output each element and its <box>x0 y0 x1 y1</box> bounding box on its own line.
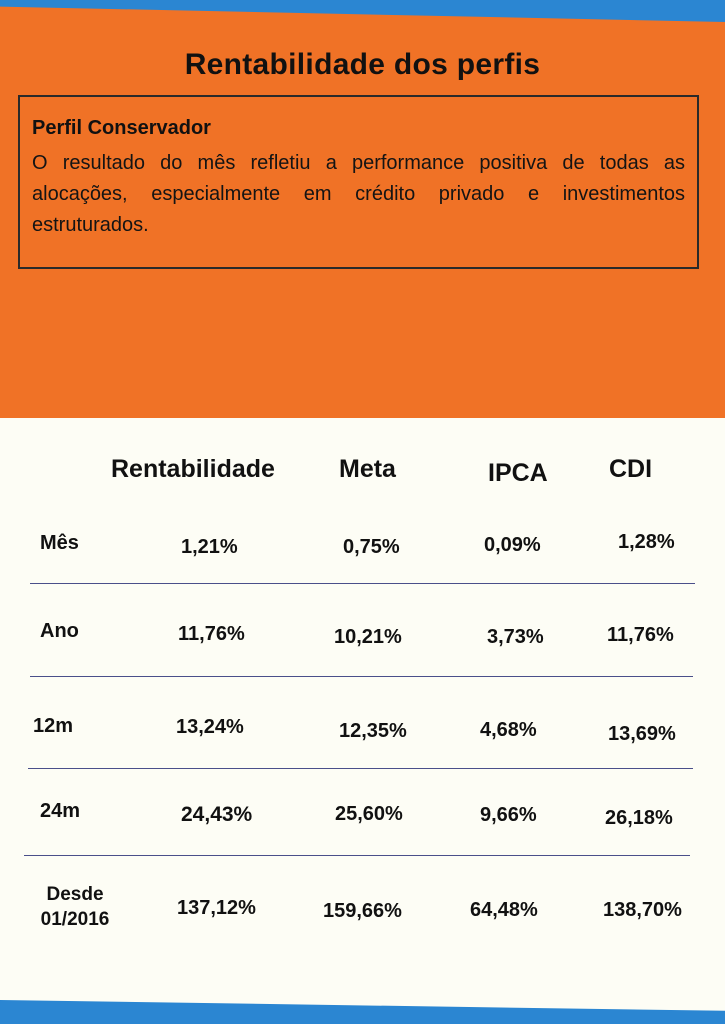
cell-12m-cdi: 13,69% <box>608 723 676 745</box>
cell-ano-ipca: 3,73% <box>487 626 544 648</box>
row-label-mes: Mês <box>40 532 79 554</box>
row-divider <box>28 768 693 769</box>
cell-24m-meta: 25,60% <box>335 803 403 825</box>
row-label-desde-line1: Desde <box>46 884 104 905</box>
bottom-accent-stripe <box>0 1000 725 1024</box>
header-rentabilidade: Rentabilidade <box>111 455 275 483</box>
header-ipca: IPCA <box>488 459 548 487</box>
cell-12m-ipca: 4,68% <box>480 719 537 741</box>
cell-desde-cdi: 138,70% <box>603 899 682 921</box>
header-meta: Meta <box>339 455 396 483</box>
header-cdi: CDI <box>609 455 653 483</box>
cell-ano-cdi: 11,76% <box>607 624 674 646</box>
cell-mes-rentabilidade: 1,21% <box>181 536 238 558</box>
row-label-desde <box>32 882 118 932</box>
row-divider <box>30 676 693 677</box>
cell-24m-ipca: 9,66% <box>480 804 537 826</box>
cell-mes-cdi: 1,28% <box>618 531 675 553</box>
cell-desde-ipca: 64,48% <box>470 899 538 921</box>
cell-ano-rentabilidade: 11,76% <box>178 623 245 645</box>
cell-mes-meta: 0,75% <box>343 536 400 558</box>
row-label-24m: 24m <box>40 800 81 822</box>
cell-12m-rentabilidade: 13,24% <box>176 716 244 738</box>
cell-24m-rentabilidade: 24,43% <box>181 803 253 826</box>
cell-12m-meta: 12,35% <box>339 720 407 742</box>
profile-description: O resultado do mês refletiu a performance positiva de todas as alocações, especialmente em crédito privado e investimentos estruturados. <box>32 152 685 236</box>
cell-desde-meta: 159,66% <box>323 900 402 922</box>
cell-mes-ipca: 0,09% <box>484 534 541 556</box>
row-label-desde-line2: 01/2016 <box>40 909 110 930</box>
page-title: Rentabilidade dos perfis <box>184 48 541 81</box>
row-label-12m: 12m <box>33 715 74 737</box>
cell-desde-rentabilidade: 137,12% <box>177 897 256 919</box>
profile-card <box>18 95 699 269</box>
row-divider <box>30 583 695 584</box>
row-label-ano: Ano <box>40 620 79 642</box>
cell-ano-meta: 10,21% <box>334 626 402 648</box>
cell-24m-cdi: 26,18% <box>605 807 673 829</box>
profile-name: Perfil Conservador <box>32 117 211 139</box>
row-divider <box>24 855 690 856</box>
